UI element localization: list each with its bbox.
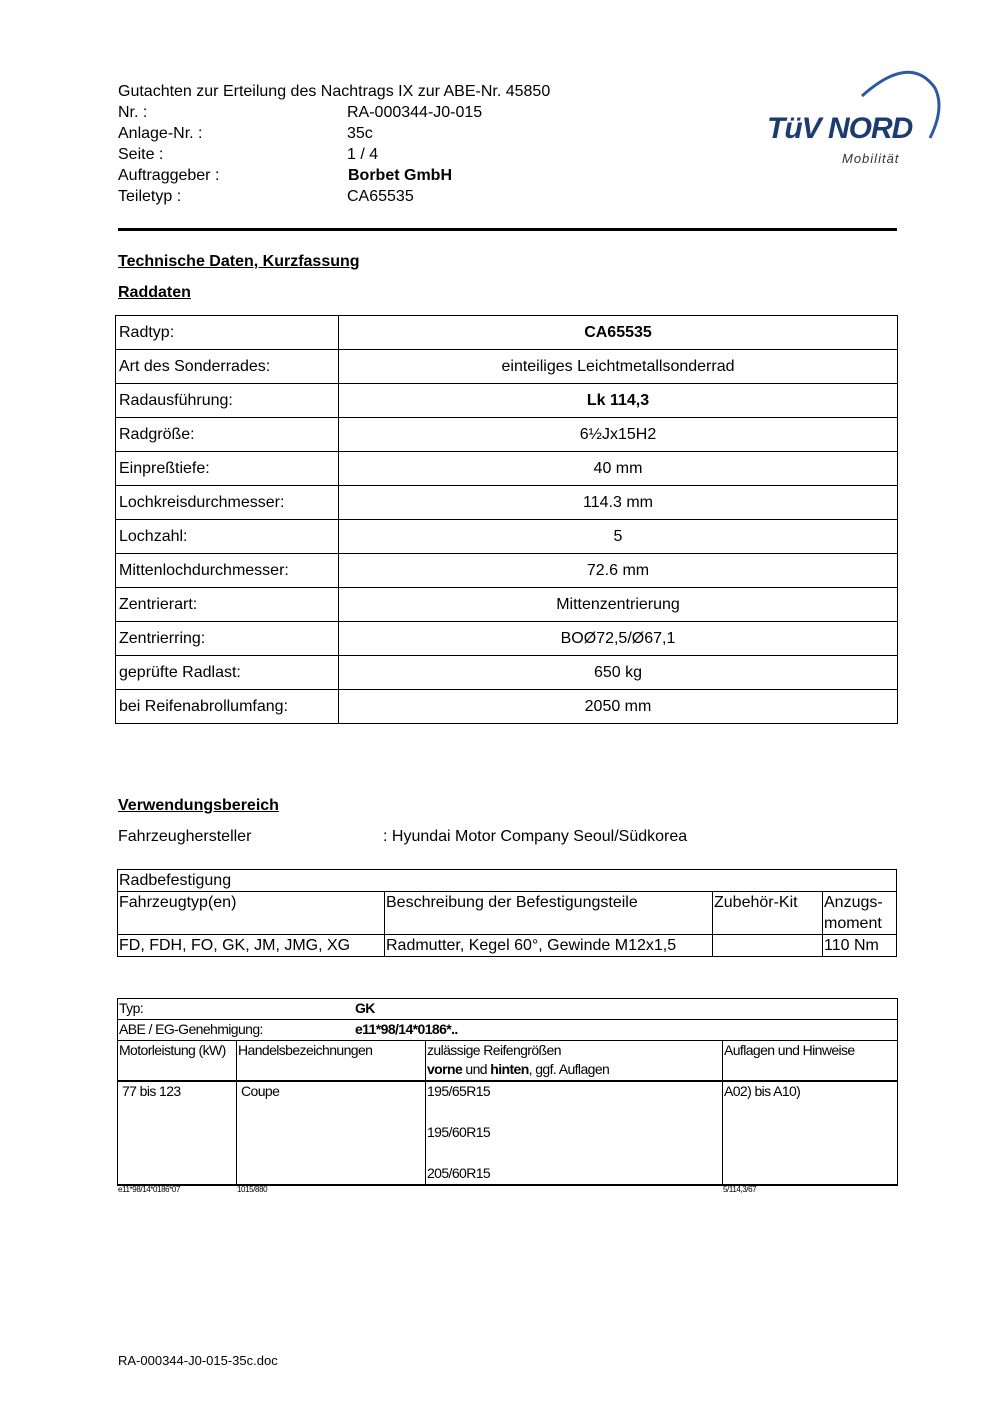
row-value: BOØ72,5/Ø67,1 <box>339 622 898 656</box>
reifen-header-line1: zulässige Reifengrößen <box>427 1042 561 1058</box>
row-label: Einpreßtiefe: <box>116 452 339 486</box>
cell-fahrzeugtypen: FD, FDH, FO, GK, JM, JMG, XG <box>118 935 385 957</box>
section-title-verwendungsbereich: Verwendungsbereich <box>118 797 279 814</box>
row-label: Mittenlochdurchmesser: <box>116 554 339 588</box>
abe-row <box>118 1020 898 1041</box>
cell-beschreibung: Radmutter, Kegel 60°, Gewinde M12x1,5 <box>385 935 713 957</box>
cell-zubehoer-kit <box>713 935 823 957</box>
row-value: CA65535 <box>339 316 898 350</box>
reifen-hinten: hinten <box>490 1061 529 1077</box>
row-value: 40 mm <box>339 452 898 486</box>
reifen-rest: , ggf. Auflagen <box>528 1061 610 1077</box>
abe-label: ABE / EG-Genehmigung: <box>119 1021 263 1037</box>
table-row <box>116 588 898 622</box>
row-value: 72.6 mm <box>339 554 898 588</box>
header-motorleistung: Motorleistung (kW) <box>118 1041 237 1082</box>
header-label: Teiletyp : <box>118 188 182 205</box>
table-row <box>116 384 898 418</box>
logo-subtitle: Mobilität <box>842 151 900 166</box>
tyre-size: 205/60R15 <box>427 1165 491 1181</box>
table-row <box>116 316 898 350</box>
header-fahrzeugtyp: Fahrzeugtyp(en) <box>118 892 385 935</box>
header-auflagen: Auflagen und Hinweise <box>723 1041 898 1082</box>
header-beschreibung: Beschreibung der Befestigungsteile <box>385 892 713 935</box>
header-divider <box>118 228 897 231</box>
table-row <box>118 1081 898 1185</box>
radbefestigung-table <box>117 869 897 957</box>
header-zubehoer-kit: Zubehör-Kit <box>713 892 823 935</box>
row-label: Radtyp: <box>116 316 339 350</box>
row-value: 650 kg <box>339 656 898 690</box>
cell-reifen <box>426 1081 723 1185</box>
row-value: einteiliges Leichtmetallsonderrad <box>339 350 898 384</box>
cell-anzugsmoment: 110 Nm <box>823 935 897 957</box>
header-label: Nr. : <box>118 104 148 121</box>
footnote-number: 1015/880 <box>237 1185 268 1194</box>
table-row <box>116 418 898 452</box>
cell-handelsbezeichnung: Coupe <box>237 1081 426 1185</box>
table-row <box>118 999 898 1020</box>
table-row <box>116 656 898 690</box>
reifen-und: und <box>462 1061 491 1077</box>
table-row <box>116 350 898 384</box>
section-title-raddaten: Raddaten <box>118 284 191 301</box>
typ-value: GK <box>355 1000 375 1016</box>
header-value: RA-000344-J0-015 <box>347 104 483 121</box>
header-reifengroessen <box>426 1041 723 1082</box>
row-label: Lochkreisdurchmesser: <box>116 486 339 520</box>
footnote-wheel: 5/114,3/67 <box>723 1185 757 1194</box>
typ-row <box>118 999 898 1020</box>
header-handelsbezeichnungen: Handelsbezeichnungen <box>237 1041 426 1082</box>
fahrzeughersteller-value: : Hyundai Motor Company Seoul/Südkorea <box>383 828 688 845</box>
row-label: Art des Sonderrades: <box>116 350 339 384</box>
row-label: Radausführung: <box>116 384 339 418</box>
table-row <box>116 452 898 486</box>
table-row <box>116 486 898 520</box>
typ-label: Typ: <box>119 1000 144 1016</box>
row-label: Radgröße: <box>116 418 339 452</box>
tuev-nord-logo <box>760 58 945 173</box>
table-row <box>116 554 898 588</box>
header-value: 1 / 4 <box>347 146 379 163</box>
header-label: Auftraggeber : <box>118 167 220 184</box>
logo-wordmark: TüV NORD <box>767 112 913 145</box>
row-label: Zentrierring: <box>116 622 339 656</box>
row-value: 6½Jx15H2 <box>339 418 898 452</box>
document-filename: RA-000344-J0-015-35c.doc <box>118 1353 278 1368</box>
table-row <box>118 935 897 957</box>
raddaten-table <box>115 315 898 724</box>
row-label: geprüfte Radlast: <box>116 656 339 690</box>
table-header-row <box>118 892 897 935</box>
table-row <box>116 520 898 554</box>
header-value: 35c <box>347 125 373 142</box>
row-label: Zentrierart: <box>116 588 339 622</box>
table-row <box>116 622 898 656</box>
reifen-vorne: vorne <box>427 1061 463 1077</box>
fahrzeughersteller-label: Fahrzeughersteller <box>118 828 252 845</box>
cell-motorleistung: 77 bis 123 <box>118 1081 237 1185</box>
header-value: CA65535 <box>347 188 414 205</box>
radbefestigung-title: Radbefestigung <box>118 870 897 892</box>
table-row <box>116 690 898 724</box>
tyre-size: 195/65R15 <box>427 1083 491 1099</box>
cell-auflagen: A02) bis A10) <box>723 1081 898 1185</box>
row-value: 114.3 mm <box>339 486 898 520</box>
row-value: 5 <box>339 520 898 554</box>
table-header-row <box>118 1041 898 1082</box>
row-value: 2050 mm <box>339 690 898 724</box>
tyre-size: 195/60R15 <box>427 1124 491 1140</box>
header-label: Seite : <box>118 146 164 163</box>
section-title-technische-daten: Technische Daten, Kurzfassung <box>118 253 360 270</box>
header-label: Anlage-Nr. : <box>118 125 203 142</box>
table-row <box>118 870 897 892</box>
row-value: Lk 114,3 <box>339 384 898 418</box>
row-value: Mittenzentrierung <box>339 588 898 622</box>
footnote-approval: e11*98/14*0186*07 <box>118 1185 181 1194</box>
abe-value: e11*98/14*0186*.. <box>355 1021 458 1037</box>
row-label: Lochzahl: <box>116 520 339 554</box>
table-row <box>118 1020 898 1041</box>
header-value: Borbet GmbH <box>348 167 452 184</box>
header-anzugsmoment: Anzugs-moment <box>823 892 897 935</box>
document-title: Gutachten zur Erteilung des Nachtrags IX zur ABE-Nr. 45850 <box>118 83 551 100</box>
row-label: bei Reifenabrollumfang: <box>116 690 339 724</box>
typ-table <box>117 998 898 1186</box>
reifen-header-line2 <box>427 1060 721 1079</box>
